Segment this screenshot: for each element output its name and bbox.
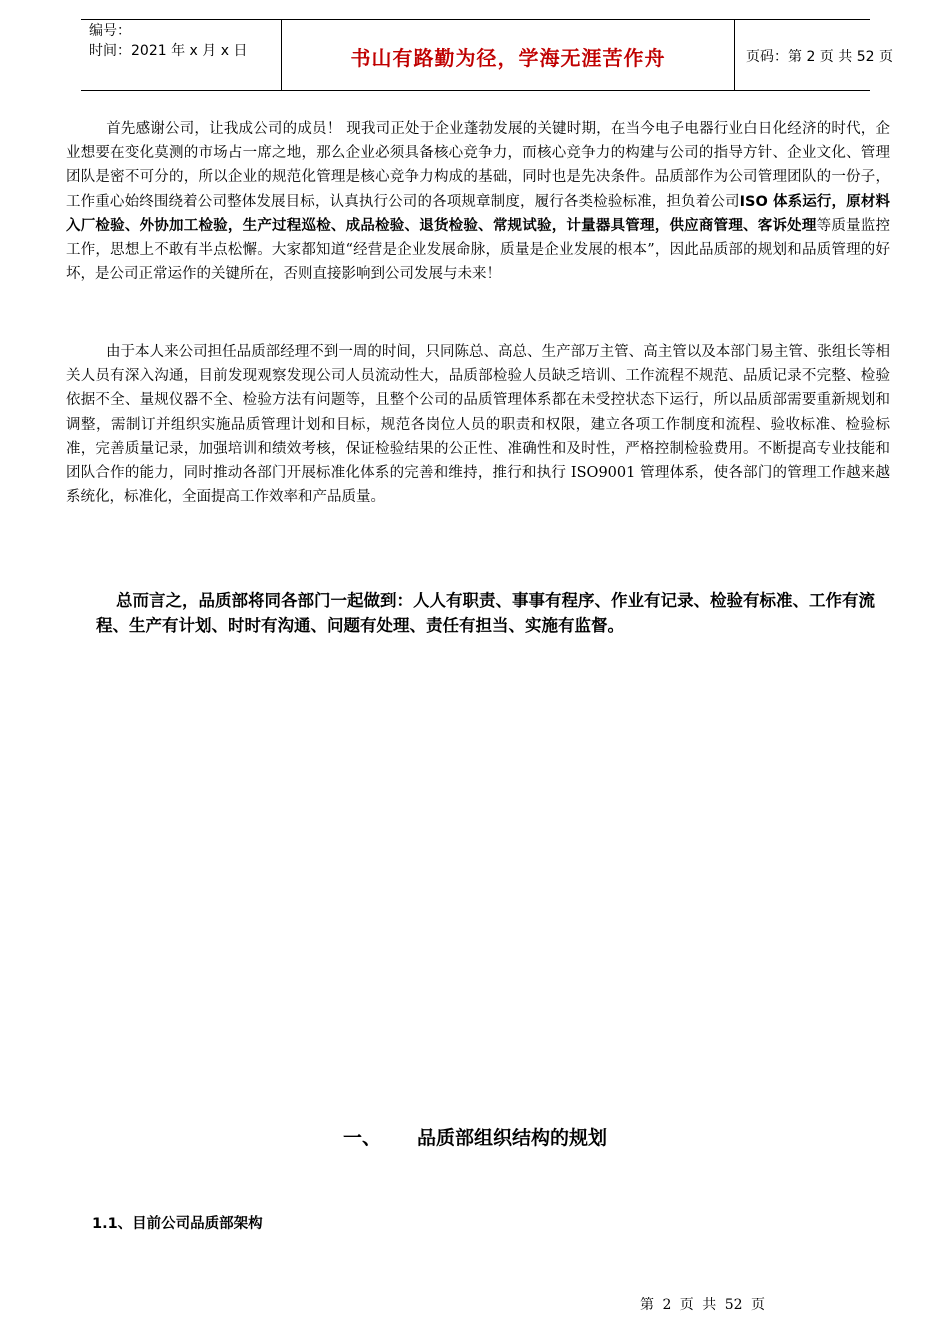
situation-paragraph (66, 340, 890, 509)
header-meta-cell (81, 20, 281, 90)
page-footer: 第 2 页 共 52 页 (640, 1297, 765, 1313)
intro-text-part2: 等质量监控工作，思想上不敢有半点松懈。大家都知道“经营是企业发展命脉，质量是企业发展的根本”，因此品质部的规划和品质管理的好坏，是公司正常运作的关键所在，否则直接影响到公司发展与未来！ (66, 217, 890, 283)
header-motto-cell (281, 20, 735, 90)
section-title: 品质部组织结构的规划 (417, 1127, 608, 1149)
summary-text: 总而言之，品质部将同各部门一起做到：人人有职责、事事有程序、作业有记录、检验有标准、工作有流程、生产有计划、时时有沟通、问题有处理、责任有担当、实施有监督。 (96, 591, 875, 635)
header-page-number: 页码：第 2 页 共 52 页 (746, 49, 893, 65)
header-page-cell (734, 20, 893, 90)
intro-bold-responsibilities: ISO 体系运行，原材料入厂检验、外协加工检验，生产过程巡检、成品检验、退货检验、常规试验，计量器具管理，供应商管理、客诉处理 (66, 193, 890, 234)
summary-paragraph (96, 588, 876, 638)
intro-text-part1: 首先感谢公司，让我成公司的成员！ 现我司正处于企业蓬勃发展的关键时期，在当今电子电器行业白日化经济的时代，企业想要在变化莫测的市场占一席之地，那么企业必须具备核心竞争力，而核心竞争力的构建与公司的指导方针、企业文化、管理团队是密不可分的，所以企业的规范化管理是核心竞争力构成的基础，同时也是先决条件。品质部作为公司管理团队的一份子，工作重心始终围绕着公司整体发展目标，认真执行公司的各项规章制度，履行各类检验标准，担负着公司 (66, 121, 890, 210)
document-number-label: 编号： (89, 23, 131, 39)
intro-paragraph (66, 117, 890, 286)
header-motto: 书山有路勤为径，学海无涯苦作舟 (350, 46, 666, 70)
situation-text: 由于本人来公司担任品质部经理不到一周的时间，只同陈总、高总、生产部万主管、高主管以及本部门易主管、张组长等相关人员有深入沟通，目前发现观察发现公司人员流动性大，品质部检验人员缺乏培训、工作流程不规范、品质记录不完整、检验依据不全、量规仪器不全、检验方法有问题等，且整个公司的品质管理体系都在未受控状态下运行，所以品质部需要重新规划和调整，需制订并组织实施品质管理计划和目标，规范各岗位人员的职责和权限，建立各项工作制度和流程、验收标准、检验标准，完善质量记录，加强培训和绩效考核，保证检验结果的公正性、准确性和及时性，严格控制检验费用。不断提高专业技能和团队合作的能力，同时推动各部门开展标准化体系的完善和维持，推行和执行 ISO9001 管理体系，使各部门的管理工作越来越系统化，标准化，全面提高工作效率和产品质量。 (66, 344, 890, 506)
section-number: 一、 (342, 1127, 381, 1149)
section-heading (0, 1123, 950, 1150)
page-header (81, 19, 893, 91)
subsection-heading: 1.1、目前公司品质部架构 (92, 1216, 263, 1232)
document-time-label: 时间：2021 年 x 月 x 日 (89, 43, 248, 59)
